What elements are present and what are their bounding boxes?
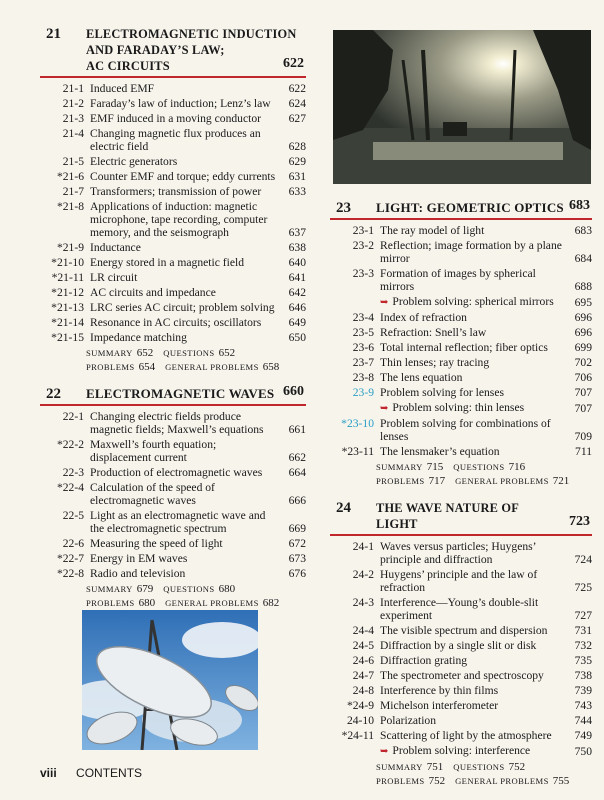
section-title: Faraday’s law of induction; Lenz’s law (90, 97, 271, 110)
section-title: Induced EMF (90, 82, 155, 95)
section-title: Polarization (380, 714, 437, 727)
section-page: 727 (574, 609, 592, 622)
section-number: *21-10 (51, 256, 84, 269)
section-title: ➥ Problem solving: thin lenses (380, 401, 525, 414)
section-number: 21-7 (62, 185, 84, 198)
section-title: Waves versus particles; Huygens’ principle and diffraction (380, 540, 536, 566)
chapter-rule (330, 534, 592, 536)
section-page: 638 (288, 241, 306, 254)
section-title: The lens equation (380, 371, 463, 384)
toc-entry (330, 267, 592, 293)
section-number: 24-8 (352, 684, 374, 697)
section-number (330, 744, 380, 758)
section-title: Michelson interferometer (380, 699, 499, 712)
toc-entry (40, 466, 306, 479)
section-title: Thin lenses; ray tracing (380, 356, 490, 369)
section-number: 23-7 (352, 356, 374, 369)
section-number: *22-8 (56, 567, 84, 580)
section-page: 629 (288, 155, 306, 168)
section-title: Electric generators (90, 155, 178, 168)
chapter-number: 22 (46, 386, 61, 402)
toc-entry (330, 371, 592, 384)
chapter-title: ELECTROMAGNETIC INDUCTION AND FARADAY’S LAW; AC CIRCUITS (86, 27, 297, 73)
section-page: 650 (288, 331, 306, 344)
toc-entry (40, 567, 306, 580)
toc-entry (40, 410, 306, 436)
section-page: 711 (575, 445, 592, 458)
section-page: 743 (574, 699, 592, 712)
section-title: Huygens’ principle and the law of refraction (380, 568, 538, 594)
section-title: EMF induced in a moving conductor (90, 112, 261, 125)
toc-entry (40, 82, 306, 95)
chapter-21-summary: SUMMARY 652 QUESTIONS 652 PROBLEMS 654 GENERAL PROBLEMS 658 (86, 347, 280, 373)
section-page: 666 (288, 494, 306, 507)
toc-entry (40, 301, 306, 314)
chapter-22-summary: SUMMARY 679 QUESTIONS 680 PROBLEMS 680 GENERAL PROBLEMS 682 (86, 583, 280, 609)
section-title: The ray model of light (380, 224, 485, 237)
section-page: 646 (288, 301, 306, 314)
satellite-dish-photo (82, 610, 258, 750)
section-page: 696 (574, 326, 592, 339)
section-page: 673 (288, 552, 306, 565)
section-title: The spectrometer and spectroscopy (380, 669, 544, 682)
section-page: 669 (288, 522, 306, 535)
toc-entry (330, 540, 592, 566)
chapter-page: 660 (283, 384, 304, 399)
section-title: Interference—Young’s double-slit experiment (380, 596, 539, 622)
section-page: 642 (288, 286, 306, 299)
section-page: 707 (574, 386, 592, 399)
section-page: 633 (288, 185, 306, 198)
section-title: Calculation of the speed of electromagnetic waves (90, 481, 215, 507)
chapter-title: ELECTROMAGNETIC WAVES (86, 386, 275, 401)
toc-entry (330, 699, 592, 712)
section-number: 24-1 (352, 540, 374, 553)
toc-entry (40, 271, 306, 284)
section-number: 23-6 (352, 341, 374, 354)
section-page: 696 (574, 311, 592, 324)
section-title: Diffraction by a single slit or disk (380, 639, 537, 652)
toc-entry (330, 684, 592, 697)
toc-entry (330, 401, 592, 415)
section-page: 641 (288, 271, 306, 284)
toc-entry (40, 155, 306, 168)
section-number: *21-8 (56, 200, 84, 213)
toc-entry (40, 170, 306, 183)
chapter-title: LIGHT: GEOMETRIC OPTICS (376, 200, 564, 215)
section-number: 23-9 (352, 386, 374, 399)
section-number: 24-4 (352, 624, 374, 637)
toc-entry (40, 438, 306, 464)
toc-entry (330, 341, 592, 354)
chapter-24-summary: SUMMARY 751 QUESTIONS 752 PROBLEMS 752 GENERAL PROBLEMS 755 (376, 761, 570, 787)
section-page: 624 (288, 97, 306, 110)
section-page: 707 (574, 402, 592, 415)
section-number (330, 401, 380, 415)
section-title: Diffraction grating (380, 654, 468, 667)
section-number: *24-11 (341, 729, 374, 742)
chapter-23-summary: SUMMARY 715 QUESTIONS 716 PROBLEMS 717 GENERAL PROBLEMS 721 (376, 461, 570, 487)
section-number: *22-4 (56, 481, 84, 494)
section-page: 699 (574, 341, 592, 354)
toc-entry (40, 256, 306, 269)
section-title: Index of refraction (380, 311, 467, 324)
section-title: Energy in EM waves (90, 552, 188, 565)
section-title: Maxwell’s fourth equation; displacement current (90, 438, 217, 464)
toc-entry (40, 509, 306, 535)
section-title: The visible spectrum and dispersion (380, 624, 548, 637)
section-title: AC circuits and impedance (90, 286, 216, 299)
section-page: 695 (574, 296, 592, 309)
running-head: CONTENTS (76, 766, 143, 780)
toc-entry (40, 97, 306, 110)
section-title: The lensmaker’s equation (380, 445, 500, 458)
section-number: *21-12 (51, 286, 84, 299)
page-number: viii (40, 766, 57, 780)
toc-entry (40, 200, 306, 239)
section-number: 23-2 (352, 239, 374, 252)
toc-entry (40, 552, 306, 565)
toc-entry (330, 356, 592, 369)
chapter-21-entries (40, 82, 306, 344)
section-page: 732 (574, 639, 592, 652)
section-title: Reflection; image formation by a plane mirror (380, 239, 562, 265)
section-title: Impedance matching (90, 331, 187, 344)
section-page: 676 (288, 567, 306, 580)
section-page: 628 (288, 140, 306, 153)
section-title: Inductance (90, 241, 141, 254)
section-page: 702 (574, 356, 592, 369)
section-page: 738 (574, 669, 592, 682)
toc-entry (330, 744, 592, 758)
section-number: 22-5 (62, 509, 84, 522)
section-title: LR circuit (90, 271, 138, 284)
chapter-page: 723 (569, 514, 590, 529)
chapter-23-entries (330, 224, 592, 458)
sunset-trees-photo (333, 30, 591, 184)
chapter-number: 21 (46, 26, 61, 42)
section-number: *21-9 (56, 241, 84, 254)
section-title: ➥ Problem solving: interference (380, 744, 531, 757)
section-title: Counter EMF and torque; eddy currents (90, 170, 276, 183)
section-title: LRC series AC circuit; problem solving (90, 301, 275, 314)
section-title: Scattering of light by the atmosphere (380, 729, 552, 742)
section-title: Transformers; transmission of power (90, 185, 262, 198)
section-number: 24-5 (352, 639, 374, 652)
section-number: 24-6 (352, 654, 374, 667)
toc-entry (330, 326, 592, 339)
section-title: Formation of images by spherical mirrors (380, 267, 536, 293)
toc-entry (330, 596, 592, 622)
section-number: 24-7 (352, 669, 374, 682)
chapter-rule (40, 404, 306, 406)
section-number: *21-6 (56, 170, 84, 183)
toc-entry (40, 127, 306, 153)
section-number: *23-10 (341, 417, 374, 430)
section-number: 23-1 (352, 224, 374, 237)
toc-entry (330, 386, 592, 399)
section-number: *24-9 (346, 699, 374, 712)
section-number: 21-4 (62, 127, 84, 140)
section-page: 640 (288, 256, 306, 269)
problem-solving-arrow-icon: ➥ (380, 403, 389, 414)
toc-entry (330, 639, 592, 652)
section-number: 24-2 (352, 568, 374, 581)
section-number: 23-4 (352, 311, 374, 324)
toc-entry (330, 729, 592, 742)
section-page: 631 (288, 170, 306, 183)
problem-solving-arrow-icon: ➥ (380, 746, 389, 757)
toc-entry (40, 241, 306, 254)
section-page: 683 (574, 224, 592, 237)
toc-entry (330, 624, 592, 637)
section-title: ➥ Problem solving: spherical mirrors (380, 295, 554, 308)
page-footer (40, 766, 142, 780)
section-title: Measuring the speed of light (90, 537, 223, 550)
chapter-number: 23 (336, 200, 351, 216)
section-page: 749 (574, 729, 592, 742)
section-title: Problem solving for combinations of lenses (380, 417, 551, 443)
section-number: 24-3 (352, 596, 374, 609)
section-title: Changing electric fields produce magnetic fields; Maxwell’s equations (90, 410, 264, 436)
chapter-number: 24 (336, 500, 351, 516)
chapter-page: 622 (283, 56, 304, 71)
section-page: 637 (288, 226, 306, 239)
toc-entry (40, 537, 306, 550)
section-page: 649 (288, 316, 306, 329)
section-number: 21-2 (62, 97, 84, 110)
toc-entry (330, 568, 592, 594)
section-page: 735 (574, 654, 592, 667)
toc-entry (40, 481, 306, 507)
section-title: Energy stored in a magnetic field (90, 256, 244, 269)
chapter-23-heading (330, 200, 592, 216)
section-number: 21-1 (62, 82, 84, 95)
toc-entry (330, 669, 592, 682)
section-title: Applications of induction: magnetic microphone, tape recording, computer memory, and the seismograph (90, 200, 268, 239)
toc-entry (330, 654, 592, 667)
section-title: Interference by thin films (380, 684, 499, 697)
section-title: Production of electromagnetic waves (90, 466, 263, 479)
section-page: 688 (574, 280, 592, 293)
section-page: 661 (288, 423, 306, 436)
toc-entry (330, 445, 592, 458)
section-page: 725 (574, 581, 592, 594)
section-page: 709 (574, 430, 592, 443)
chapter-title: THE WAVE NATURE OF LIGHT (376, 501, 520, 531)
section-number (330, 295, 380, 309)
section-number: *21-14 (51, 316, 84, 329)
chapter-21-heading (40, 26, 306, 74)
section-number: 22-3 (62, 466, 84, 479)
toc-entry (40, 112, 306, 125)
section-page: 664 (288, 466, 306, 479)
section-number: 22-6 (62, 537, 84, 550)
chapter-24-entries (330, 540, 592, 758)
section-page: 622 (288, 82, 306, 95)
section-number: 21-5 (62, 155, 84, 168)
toc-entry (330, 295, 592, 309)
section-title: Radio and television (90, 567, 186, 580)
section-title: Problem solving for lenses (380, 386, 504, 399)
section-number: *21-15 (51, 331, 84, 344)
toc-entry (330, 714, 592, 727)
section-number: 23-3 (352, 267, 374, 280)
section-page: 750 (574, 745, 592, 758)
section-number: *22-7 (56, 552, 84, 565)
toc-entry (40, 316, 306, 329)
section-number: 23-8 (352, 371, 374, 384)
section-number: 22-1 (62, 410, 84, 423)
toc-entry (40, 331, 306, 344)
chapter-22-entries (40, 410, 306, 580)
section-page: 627 (288, 112, 306, 125)
chapter-24-heading (330, 500, 592, 532)
section-page: 739 (574, 684, 592, 697)
section-page: 724 (574, 553, 592, 566)
section-title: Total internal reflection; fiber optics (380, 341, 548, 354)
section-number: 24-10 (346, 714, 374, 727)
section-number: *23-11 (341, 445, 374, 458)
right-column (330, 200, 592, 788)
section-page: 731 (574, 624, 592, 637)
section-title: Light as an electromagnetic wave and the electromagnetic spectrum (90, 509, 266, 535)
section-title: Refraction: Snell’s law (380, 326, 487, 339)
section-title: Resonance in AC circuits; oscillators (90, 316, 262, 329)
section-number: 23-5 (352, 326, 374, 339)
section-page: 744 (574, 714, 592, 727)
section-page: 706 (574, 371, 592, 384)
toc-entry (40, 286, 306, 299)
toc-entry (330, 417, 592, 443)
toc-entry (330, 224, 592, 237)
left-column (40, 26, 306, 610)
chapter-rule (40, 76, 306, 78)
chapter-22-heading (40, 386, 306, 402)
chapter-rule (330, 218, 592, 220)
toc-entry (40, 185, 306, 198)
section-page: 672 (288, 537, 306, 550)
section-page: 662 (288, 451, 306, 464)
section-title: Changing magnetic flux produces an electric field (90, 127, 261, 153)
section-number: *21-11 (51, 271, 84, 284)
section-number: *21-13 (51, 301, 84, 314)
section-page: 684 (574, 252, 592, 265)
section-number: 21-3 (62, 112, 84, 125)
toc-entry (330, 239, 592, 265)
section-number: *22-2 (56, 438, 84, 451)
chapter-page: 683 (569, 198, 590, 213)
problem-solving-arrow-icon: ➥ (380, 297, 389, 308)
toc-entry (330, 311, 592, 324)
